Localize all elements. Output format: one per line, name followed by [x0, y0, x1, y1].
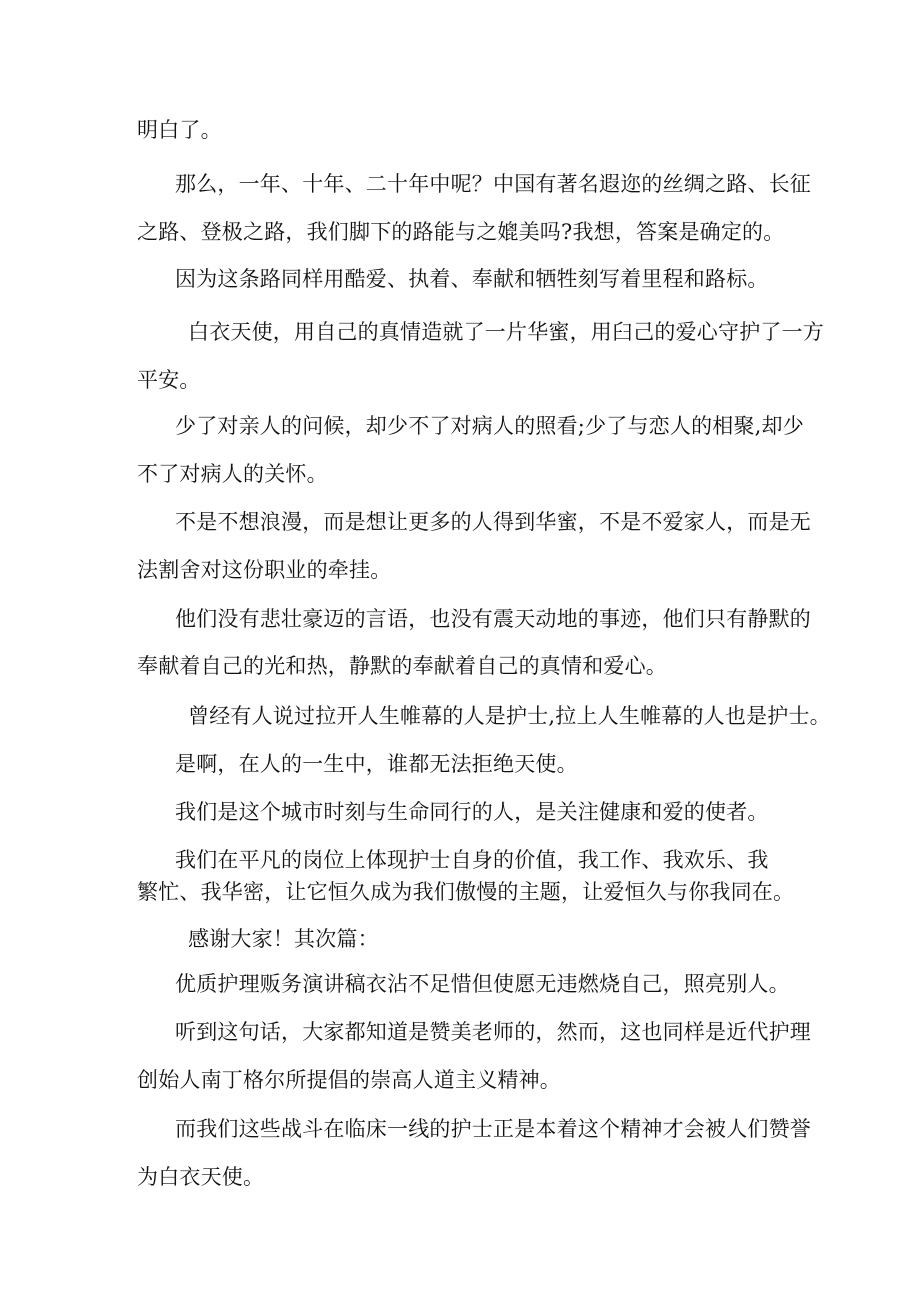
text-line: 创始人南丁格尔所提倡的崇高人道主义精神。	[137, 1068, 561, 1092]
text-line: 之路、登极之路，我们脚下的路能与之媲美吗?我想，答案是确定的。	[137, 220, 785, 244]
text-line: 我们是这个城市时刻与生命同行的人，是关注健康和爱的使者。	[175, 800, 769, 824]
text-line: 而我们这些战斗在临床一线的护士正是本着这个精神才会被人们赞誉	[175, 1117, 811, 1141]
text-line: 白衣天使，用自己的真情造就了一片华蜜，用臼己的爱心守护了一方	[188, 320, 824, 344]
text-line: 法割舍对这份职业的牵挂。	[137, 558, 392, 582]
text-line: 感谢大家！其次篇：	[188, 927, 379, 951]
text-line: 优质护理贩务演讲稿衣沾不足惜但使愿无违燃烧自己，照亮别人。	[175, 972, 790, 996]
text-line: 少了对亲人的问候，却少不了对病人的照看;少了与恋人的相聚,却少	[175, 414, 804, 438]
text-line: 我们在平凡的岗位上体现护士自身的价值，我工作、我欢乐、我	[175, 848, 769, 872]
text-line: 不了对病人的关怀。	[137, 462, 328, 486]
text-line: 因为这条路同样用酷爱、执着、奉献和牺牲刻写着里程和路标。	[175, 267, 769, 291]
text-line: 听到这句话，大家都知道是赞美老师的，然而，这也同样是近代护理	[175, 1020, 811, 1044]
text-line: 不是不想浪漫，而是想让更多的人得到华蜜，不是不爱家人，而是无	[175, 510, 811, 534]
text-line: 平安。	[137, 368, 201, 392]
text-line: 曾经有人说过拉开人生帷幕的人是护士,拉上人生帷幕的人也是护士。	[188, 704, 831, 728]
text-line: 那么，一年、十年、二十年中呢？中国有著名遐迩的丝绸之路、长征	[175, 172, 811, 196]
text-line: 明白了。	[137, 118, 222, 142]
text-line: 为白衣天使。	[137, 1165, 265, 1189]
text-line: 是啊，在人的一生中，谁都无法拒绝天使。	[175, 752, 578, 776]
text-line: 他们没有悲壮豪迈的言语，也没有震天动地的事迹，他们只有静默的	[175, 607, 811, 631]
text-line: 繁忙、我华密，让它恒久成为我们傲慢的主题，让爱恒久与你我同在。	[137, 880, 795, 904]
text-line: 奉献着自己的光和热，静默的奉献着自己的真情和爱心。	[137, 654, 667, 678]
